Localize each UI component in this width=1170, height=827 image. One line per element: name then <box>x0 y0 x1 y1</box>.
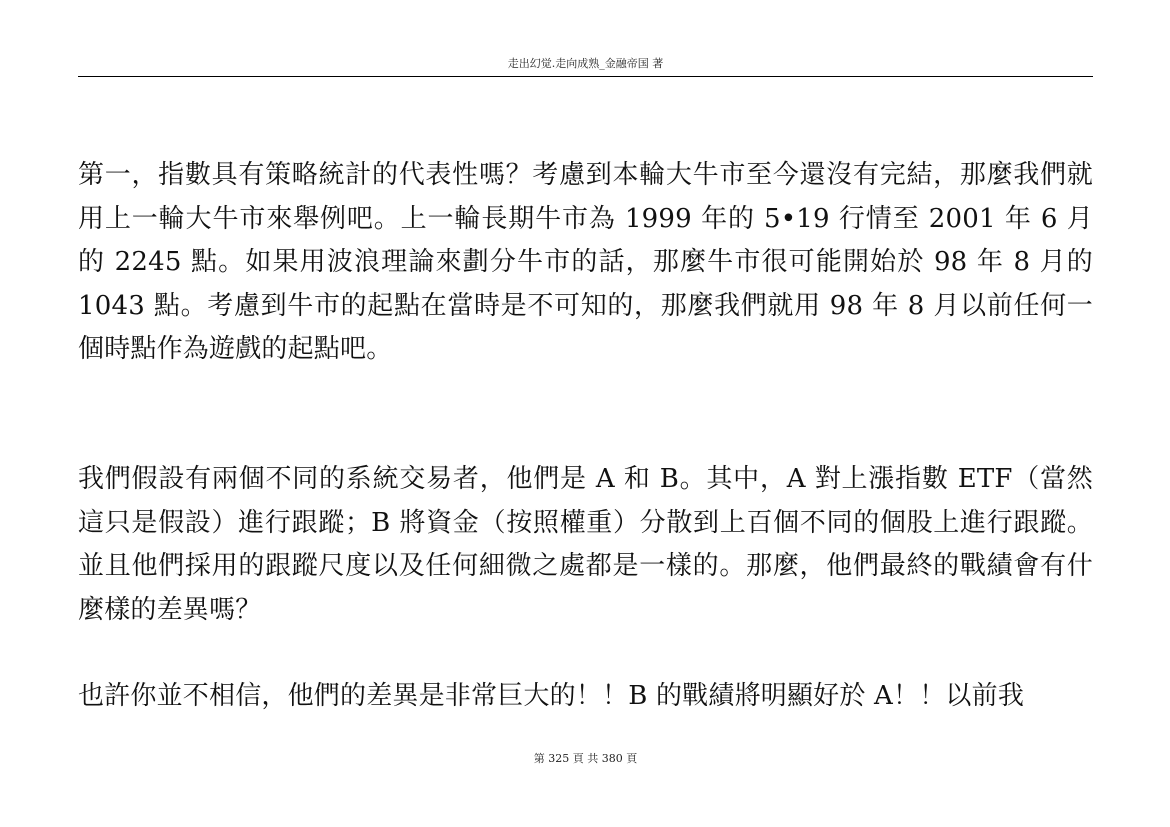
page-number-footer: 第 325 頁 共 380 頁 <box>533 752 638 765</box>
header-divider <box>78 76 1093 77</box>
running-header: 走出幻觉.走向成熟_金融帝国 著 <box>507 57 664 70</box>
body-paragraph-2: 我們假設有兩個不同的系統交易者，他們是 A 和 B。其中，A 對上漲指數 ETF（當然這只是假設）進行跟蹤；B 將資金（按照權重）分散到上百個不同的個股上進行跟蹤。並且他們採用的跟蹤尺度以及任何細微之處都是一樣的。那麼，他們最終的戰績會有什麼樣的差異嗎？ <box>78 464 1093 625</box>
body-paragraph-3: 也許你並不相信，他們的差異是非常巨大的！！B 的戰績將明顯好於 A！！以前我 <box>78 681 1025 711</box>
body-paragraph-1: 第一，指數具有策略統計的代表性嗎？考慮到本輪大牛市至今還沒有完結，那麼我們就用上一輪大牛市來舉例吧。上一輪長期牛市為 1999 年的 5•19 行情至 2001 年 6 月的 2245 點。如果用波浪理論來劃分牛市的話，那麼牛市很可能開始於 98 年 8 月的 1043 點。考慮到牛市的起點在當時是不可知的，那麼我們就用 98 年 8 月以前任何一個時點作為遊戲的起點吧。 <box>78 160 1093 364</box>
